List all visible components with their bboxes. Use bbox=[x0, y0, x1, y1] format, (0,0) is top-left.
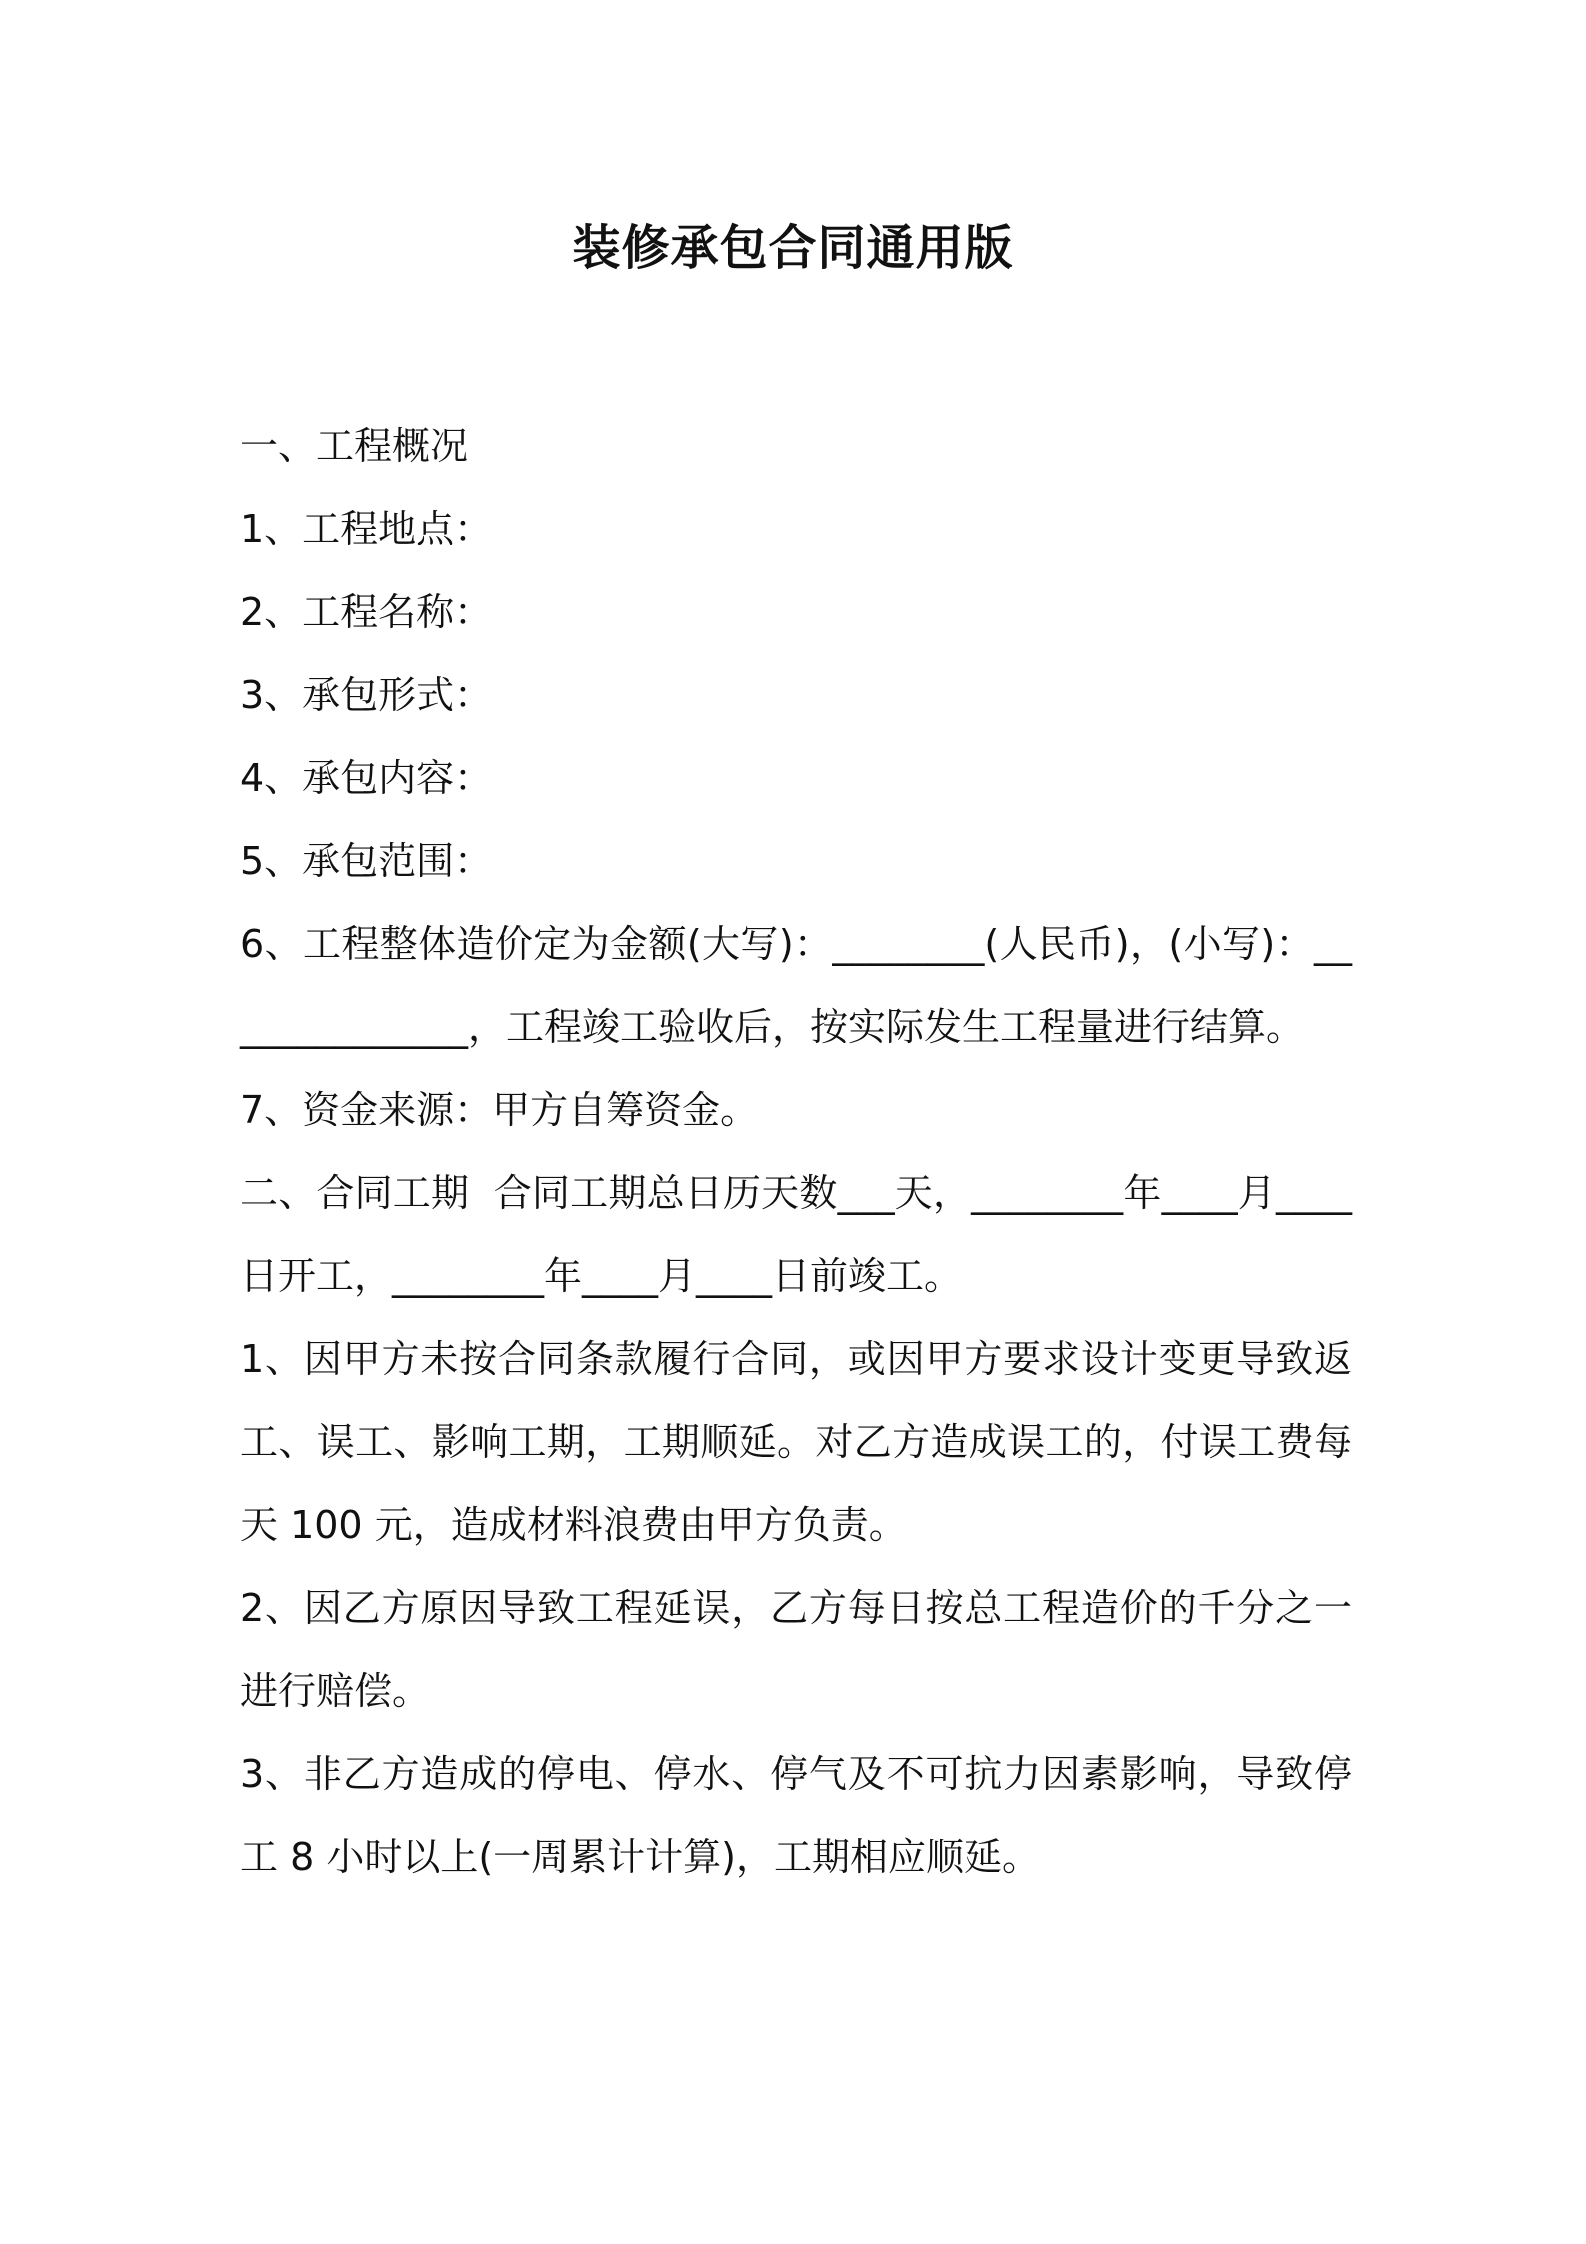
clause-contract-content: 4、承包内容： bbox=[240, 756, 493, 800]
clause-party-b-delay: 2、因乙方原因导致工程延误，乙方每日按总工程造价的千分之一进行赔偿。 bbox=[240, 1586, 1352, 1713]
section-heading-project-overview: 一、工程概况 bbox=[240, 424, 469, 468]
clause-contract-scope: 5、承包范围： bbox=[240, 839, 493, 883]
section-heading-contract-period: 二、合同工期 合同工期总日历天数___天，________年____月____日开工，________年____月____日前竣工。 bbox=[240, 1171, 1352, 1298]
clause-project-cost: 6、工程整体造价定为金额(大写)：________(人民币)，(小写)：______________，工程竣工验收后，按实际发生工程量进行结算。 bbox=[240, 922, 1352, 1049]
document-body bbox=[240, 405, 1352, 1899]
clause-party-a-delay: 1、因甲方未按合同条款履行合同，或因甲方要求设计变更导致返工、误工、影响工期，工期顺延。对乙方造成误工的，付误工费每天 100 元，造成材料浪费由甲方负责。 bbox=[240, 1337, 1352, 1547]
clause-project-name: 2、工程名称： bbox=[240, 590, 493, 634]
clause-contract-form: 3、承包形式： bbox=[240, 673, 493, 717]
clause-project-location: 1、工程地点： bbox=[240, 507, 493, 551]
document-title: 装修承包合同通用版 bbox=[572, 220, 1014, 276]
clause-force-majeure: 3、非乙方造成的停电、停水、停气及不可抗力因素影响，导致停工 8 小时以上(一周累计计算)，工期相应顺延。 bbox=[240, 1752, 1352, 1879]
clause-funding-source: 7、资金来源：甲方自筹资金。 bbox=[240, 1088, 759, 1132]
